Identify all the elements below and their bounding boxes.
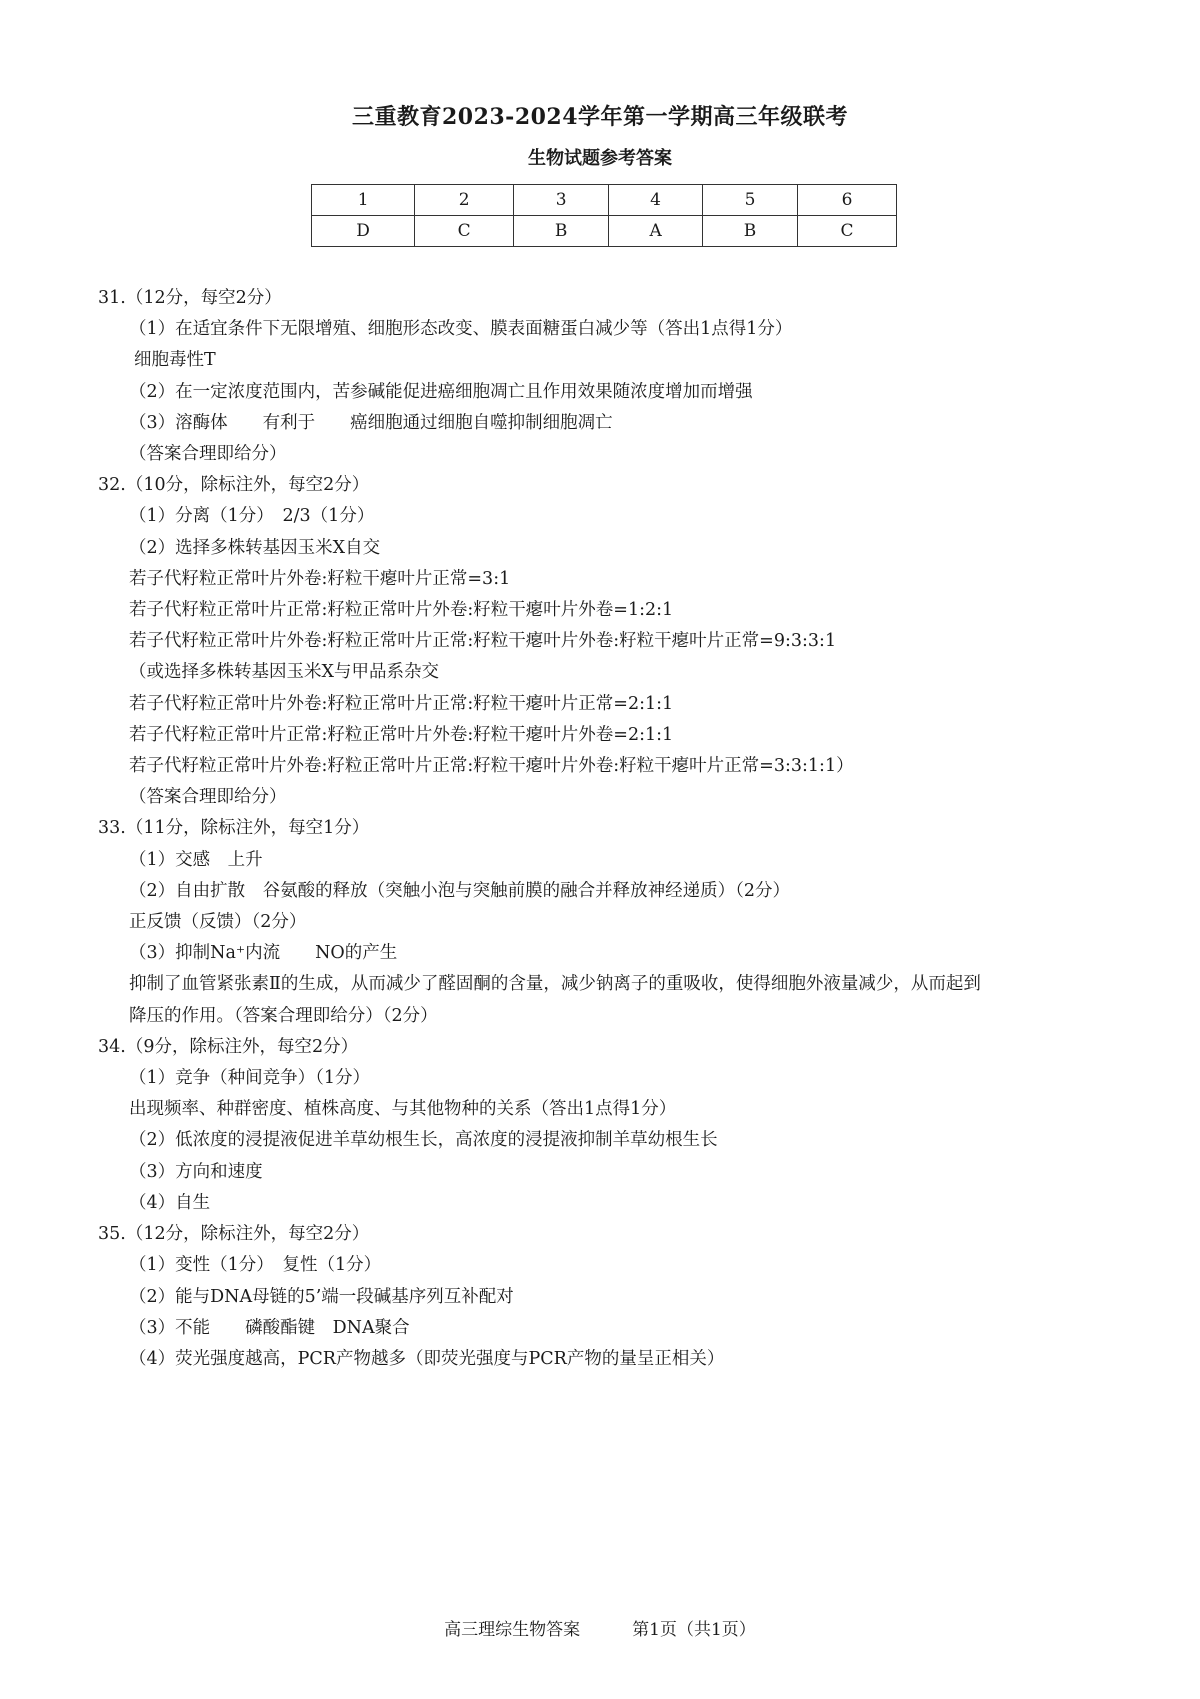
footer-subject: 高三理综生物答案: [444, 1620, 581, 1640]
answer-line: （3）抑制Na⁺内流 NO的产生: [129, 943, 398, 964]
answer-line: （4）自生: [129, 1192, 211, 1213]
answer-line: （1）变性（1分） 复性（1分）: [129, 1255, 382, 1276]
question-heading: 32.（10分，除标注外，每空2分）: [98, 475, 370, 496]
footer-page-number: 第1页（共1页）: [632, 1620, 756, 1640]
answer-line: （3）方向和速度: [129, 1161, 263, 1182]
answer-line: 正反馈（反馈）（2分）: [129, 912, 307, 933]
answer-cell: C: [415, 216, 514, 247]
page-footer: [0, 1615, 1200, 1640]
answer-line: 细胞毒性T: [134, 350, 216, 371]
question-number-cell: 5: [702, 185, 797, 216]
answer-line: 抑制了血管紧张素Ⅱ的生成，从而减少了醛固酮的含量，减少钠离子的重吸收，使得细胞外液量减少，从而起到: [129, 974, 981, 995]
answer-line: 降压的作用。（答案合理即给分）（2分）: [129, 1005, 438, 1026]
answer-line: （2）选择多株转基因玉米X自交: [129, 537, 381, 558]
question-number-cell: 4: [609, 185, 703, 216]
answer-line: 若子代籽粒正常叶片正常:籽粒正常叶片外卷:籽粒干瘪叶片外卷=1:2:1: [129, 600, 674, 621]
question-heading: 34.（9分，除标注外，每空2分）: [98, 1036, 359, 1057]
multiple-choice-answer-table: [311, 184, 897, 247]
answer-line: （1）竞争（种间竞争）（1分）: [129, 1068, 371, 1089]
question-number-cell: 3: [514, 185, 609, 216]
page-title: 三重教育2023-2024学年第一学期高三年级联考: [351, 104, 849, 130]
answer-cell: B: [514, 216, 609, 247]
answer-line: （2）低浓度的浸提液促进羊草幼根生长，高浓度的浸提液抑制羊草幼根生长: [129, 1130, 718, 1151]
answer-line: （2）在一定浓度范围内，苦参碱能促进癌细胞凋亡且作用效果随浓度增加而增强: [129, 381, 753, 402]
question-heading: 33.（11分，除标注外，每空1分）: [98, 818, 370, 839]
question-number-cell: 2: [415, 185, 514, 216]
answer-line: （或选择多株转基因玉米X与甲品系杂交: [129, 662, 439, 683]
answer-key-body: [98, 283, 1118, 1375]
answer-line: （答案合理即给分）: [129, 444, 287, 465]
answer-line: （答案合理即给分）: [129, 787, 287, 808]
question-number-row: [312, 185, 897, 216]
answer-cell: B: [702, 216, 797, 247]
question-heading: 35.（12分，除标注外，每空2分）: [98, 1224, 370, 1245]
answer-line: 出现频率、种群密度、植株高度、与其他物种的关系（答出1点得1分）: [129, 1099, 677, 1120]
answer-cell: A: [609, 216, 703, 247]
answer-line: （1）交感 上升: [129, 849, 263, 870]
answer-line: （1）在适宜条件下无限增殖、细胞形态改变、膜表面糖蛋白减少等（答出1点得1分）: [129, 319, 793, 340]
answer-line: （2）自由扩散 谷氨酸的释放（突触小泡与突触前膜的融合并释放神经递质）（2分）: [129, 880, 791, 901]
question-number-cell: 6: [798, 185, 897, 216]
answer-line: 若子代籽粒正常叶片外卷:籽粒正常叶片正常:籽粒干瘪叶片正常=2:1:1: [129, 693, 674, 714]
question-number-cell: 1: [312, 185, 415, 216]
page-subtitle: 生物试题参考答案: [528, 148, 672, 169]
question-heading: 31.（12分，每空2分）: [98, 288, 282, 308]
answer-line: （3）不能 磷酸酯键 DNA聚合: [129, 1317, 410, 1338]
answer-line: 若子代籽粒正常叶片正常:籽粒正常叶片外卷:籽粒干瘪叶片外卷=2:1:1: [129, 724, 674, 745]
answer-line: （4）荧光强度越高，PCR产物越多（即荧光强度与PCR产物的量呈正相关）: [129, 1348, 725, 1369]
answer-cell: D: [312, 216, 415, 247]
answer-line: 若子代籽粒正常叶片外卷:籽粒正常叶片正常:籽粒干瘪叶片外卷:籽粒干瘪叶片正常=3:3:1:1）: [129, 756, 854, 777]
answer-line: 若子代籽粒正常叶片外卷:籽粒正常叶片正常:籽粒干瘪叶片外卷:籽粒干瘪叶片正常=9:3:3:1: [129, 631, 837, 652]
answer-line: 若子代籽粒正常叶片外卷:籽粒干瘪叶片正常=3:1: [129, 568, 511, 589]
answer-line: （1）分离（1分） 2/3（1分）: [129, 506, 375, 527]
answer-line: （3）溶酶体 有利于 癌细胞通过细胞自噬抑制细胞凋亡: [129, 412, 613, 433]
answer-line: （2）能与DNA母链的5’端一段碱基序列互补配对: [129, 1286, 514, 1307]
answer-cell: C: [798, 216, 897, 247]
answer-row: [312, 216, 897, 247]
